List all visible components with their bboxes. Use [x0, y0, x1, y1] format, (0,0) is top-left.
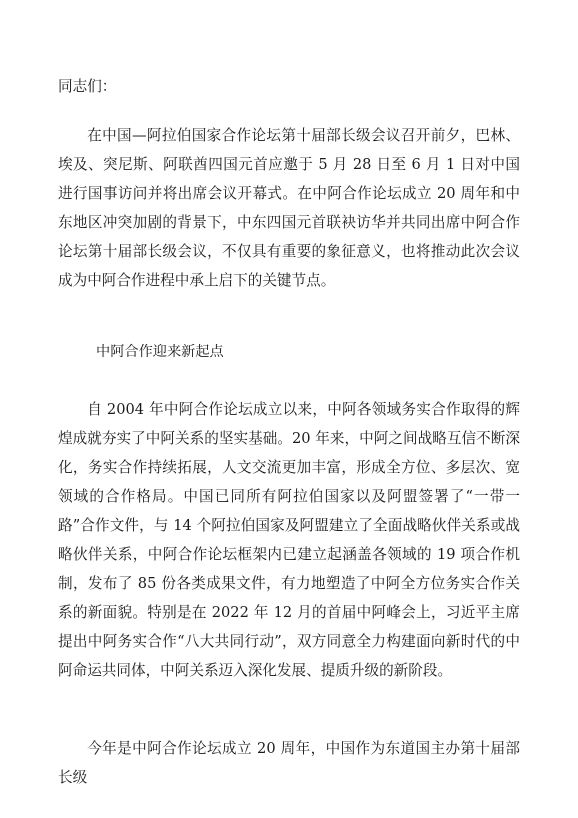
paragraph-anniversary: 今年是中阿合作论坛成立 20 周年，中国作为东道国主办第十届部长级 — [58, 740, 520, 786]
section-heading: 中阿合作迎来新起点 — [96, 344, 224, 360]
greeting: 同志们： — [58, 78, 117, 95]
paragraph-intro: 在中国—阿拉伯国家合作论坛第十届部长级会议召开前夕，巴林、埃及、突尼斯、阿联酋四国元首应邀于 5 月 28 日至 6 月 1 日对中国进行国事访问并将出席会议开幕式。在中阿合作论坛成立 20 周年和中东地区冲突加剧的背景下，中东四国元首联袂访华并共同出席中阿合作论坛第十届部长级会议，不仅具有重要的象征意义，也将推动此次会议成为中阿合作进程中承上启下的关键节点。 — [58, 127, 520, 289]
paragraph-achievements: 自 2004 年中阿合作论坛成立以来，中阿各领域务实合作取得的辉煌成就夯实了中阿关系的坚实基础。20 年来，中阿之间战略互信不断深化，务实合作持续拓展，人文交流更加丰富，形成全方位、多层次、宽领域的合作格局。中国已同所有阿拉伯国家以及阿盟签署了“一带一路”合作文件，与 14 个阿拉伯国家及阿盟建立了全面战略伙伴关系或战略伙伴关系，中阿合作论坛框架内已建立起涵盖各领域的 19 项合作机制，发布了 85 份各类成果文件，有力地塑造了中阿全方位务实合作关系的新面貌。特别是在 2022 年 12 月的首届中阿峰会上，习近平主席提出中阿务实合作“八大共同行动”，双方同意全力构建面向新时代的中阿命运共同体，中阿关系迈入深化发展、提质升级的新阶段。 — [58, 401, 520, 679]
